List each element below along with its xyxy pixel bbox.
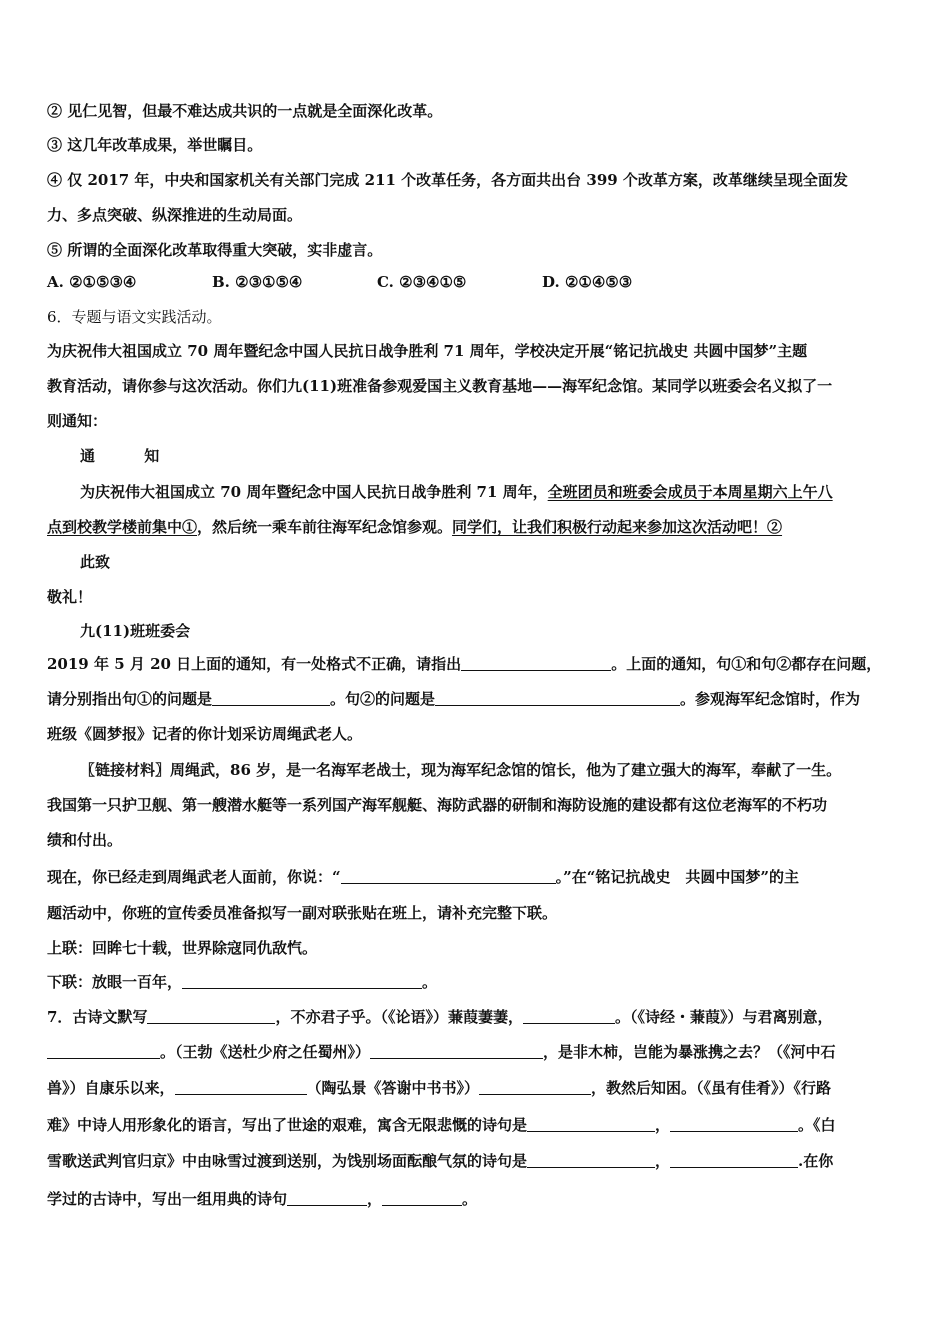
- answer-blank-q7-11[interactable]: [287, 1190, 367, 1206]
- q6-question-2: [47, 689, 910, 709]
- answer-blank-interview[interactable]: [341, 868, 556, 884]
- material-line-3: 绩和付出。: [47, 831, 123, 849]
- q7-text-3: 。（《诗经・蒹葭》）与君离别意，: [614, 1008, 833, 1026]
- answer-blank-format[interactable]: [461, 655, 611, 671]
- q7-text-5: ，是非木柿，岂能为暴涨携之去？（《河中石: [543, 1043, 836, 1061]
- q7-line-5: [47, 1151, 910, 1171]
- notice-signer: 九(11)班班委会: [80, 622, 191, 640]
- couplet-upper: 上联：回眸七十载，世界除寇同仇敌忾。: [47, 939, 318, 957]
- q5-sentence-5: ⑤ 所谓的全面深化改革取得重大突破，实非虚言。: [47, 241, 383, 259]
- notice-cizhi: 此致: [80, 553, 111, 571]
- q7-line-6: [47, 1189, 910, 1209]
- q6-question-text-5: 。参观海军纪念馆时，作为: [680, 690, 861, 708]
- q6-question-1: [47, 654, 910, 674]
- notice-text-2: ，然后统一乘车前往海军纪念馆参观。: [197, 518, 453, 536]
- q7-text: 7．古诗文默写: [47, 1008, 148, 1026]
- q7-line-2: [47, 1042, 910, 1062]
- interview-line: [47, 867, 910, 887]
- q7-text-7: （陶弘景《答谢中书书》）: [306, 1079, 480, 1097]
- q7-text-17: 。: [462, 1190, 478, 1208]
- answer-blank-q7-12[interactable]: [382, 1190, 462, 1206]
- answer-blank-q7-6[interactable]: [479, 1079, 591, 1095]
- notice-line-2: [47, 517, 910, 537]
- q7-text-12: 雪歌送武判官归京》中由咏雪过渡到送别，为饯别场面酝酿气氛的诗句是: [47, 1152, 528, 1170]
- notice-title: 通 知: [80, 447, 182, 465]
- q5-sentence-2: ② 见仁见智，但最不难达成共识的一点就是全面深化改革。: [47, 102, 443, 120]
- interview-text-2: 。”在“铭记抗战史 共圆中国梦”的主: [555, 868, 800, 886]
- answer-blank-q7-9[interactable]: [527, 1152, 655, 1168]
- q6-intro-2: 教育活动，请你参与这次活动。你们九(11)班准备参观爱国主义教育基地——海军纪念馆。某同学以班委会名义拟了一: [47, 377, 833, 395]
- notice-line-1: [80, 482, 910, 502]
- answer-blank-sentence-2[interactable]: [435, 690, 680, 706]
- option-c[interactable]: C. ②③④①⑤: [377, 273, 467, 291]
- q7-text-10: ，: [655, 1116, 671, 1134]
- option-d[interactable]: D. ②①④⑤③: [542, 273, 633, 291]
- material-line-2: 我国第一只护卫舰、第一艘潜水艇等一系列国产海军舰艇、海防武器的研制和海防设施的建设都有这位老海军的不朽功: [47, 796, 828, 814]
- notice-sentence-1-part: 全班团员和班委会成员于本周星期六上午八: [547, 483, 833, 501]
- option-b[interactable]: B. ②③①⑤④: [212, 273, 303, 291]
- q7-text-9: 难》中诗人用形象化的语言，写出了世途的艰难，寓含无限悲慨的诗句是: [47, 1116, 528, 1134]
- q5-sentence-3: ③ 这几年改革成果，举世瞩目。: [47, 136, 263, 154]
- q6-intro-1: 为庆祝伟大祖国成立 70 周年暨纪念中国人民抗日战争胜利 71 周年，学校决定开展“铭记抗战史 共圆中国梦”主题: [47, 342, 808, 360]
- answer-blank-q7-8[interactable]: [670, 1116, 798, 1132]
- q7-line-1: [47, 1007, 910, 1027]
- couplet-lower-text: 下联：放眼一百年，: [47, 973, 183, 991]
- q6-heading: 6．专题与语文实践活动。: [47, 308, 222, 326]
- option-a[interactable]: A. ②①⑤③④: [47, 273, 137, 291]
- q7-text-8: ，教然后知困。（《虽有佳肴》）《行路: [591, 1079, 832, 1097]
- answer-blank-q7-2[interactable]: [523, 1008, 615, 1024]
- q7-text-4: 。（王勃《送杜少府之任蜀州》）: [160, 1043, 371, 1061]
- answer-blank-couplet[interactable]: [182, 973, 422, 989]
- q7-line-4: [47, 1115, 910, 1135]
- q7-text-11: 。《白: [798, 1116, 836, 1134]
- answer-blank-q7-7[interactable]: [527, 1116, 655, 1132]
- q6-question-text-3: 请分别指出句①的问题是: [47, 690, 213, 708]
- answer-blank-q7-10[interactable]: [670, 1152, 798, 1168]
- q7-text-6: 兽》）自康乐以来，: [47, 1079, 175, 1097]
- q6-question-3: 班级《圆梦报》记者的你计划采访周绳武老人。: [47, 725, 363, 743]
- answer-blank-q7-5[interactable]: [175, 1079, 307, 1095]
- notice-text: 为庆祝伟大祖国成立 70 周年暨纪念中国人民抗日战争胜利 71 周年，: [80, 483, 548, 501]
- interview-text: 现在，你已经走到周绳武老人面前，你说：“: [47, 868, 341, 886]
- q7-text-16: ，: [367, 1190, 383, 1208]
- q7-line-3: [47, 1078, 910, 1098]
- q6-question-text-2: 。上面的通知，句①和句②都存在问题，: [611, 655, 882, 673]
- q7-text-15: 学过的古诗中，写出一组用典的诗句: [47, 1190, 288, 1208]
- q6-question-text: 2019 年 5 月 20 日上面的通知，有一处格式不正确，请指出: [47, 655, 462, 673]
- answer-blank-q7-1[interactable]: [147, 1008, 275, 1024]
- q6-question-text-4: 。句②的问题是: [330, 690, 436, 708]
- q7-text-14: .在你: [798, 1152, 834, 1170]
- answer-blank-q7-4[interactable]: [370, 1043, 543, 1059]
- couplet-intro: 题活动中，你班的宣传委员准备拟写一副对联张贴在班上，请补充完整下联。: [47, 904, 558, 922]
- couplet-lower: [47, 972, 910, 992]
- notice-sentence-1-end: 点到校教学楼前集中①: [47, 518, 198, 536]
- q7-text-2: ，不亦君子乎。（《论语》）蒹葭萋萋，: [275, 1008, 523, 1026]
- q5-sentence-4b: 力、多点突破、纵深推进的生动局面。: [47, 206, 303, 224]
- answer-blank-sentence-1[interactable]: [212, 690, 330, 706]
- q6-intro-3: 则通知：: [47, 412, 108, 430]
- couplet-lower-end: 。: [422, 973, 438, 991]
- q5-sentence-4a: ④ 仅 2017 年，中央和国家机关有关部门完成 211 个改革任务，各方面共出台 399 个改革方案，改革继续呈现全面发: [47, 171, 848, 189]
- q7-text-13: ，: [655, 1152, 671, 1170]
- answer-blank-q7-3[interactable]: [47, 1043, 160, 1059]
- material-line-1: 〖链接材料〗周绳武，86 岁，是一名海军老战士，现为海军纪念馆的馆长，他为了建立强大的海军，奉献了一生。: [80, 761, 842, 779]
- q5-options: [47, 272, 910, 292]
- notice-sentence-2: 同学们，让我们积极行动起来参加这次活动吧！②: [452, 518, 783, 536]
- notice-jingli: 敬礼！: [47, 588, 93, 606]
